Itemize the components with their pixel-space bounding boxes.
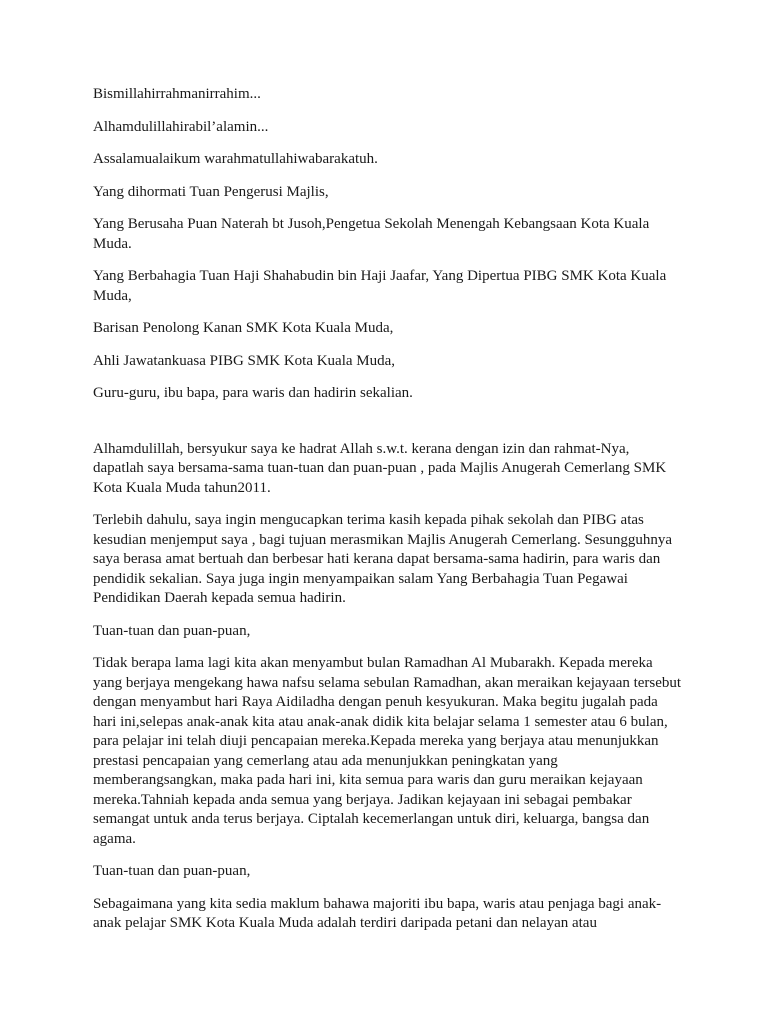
paragraph-ramadhan: Tidak berapa lama lagi kita akan menyambut bulan Ramadhan Al Mubarakh. Kepada mereka yang berjaya mengekang hawa nafsu selama sebulan Ramadhan, akan meraikan kejayaan tersebut dengan menyambut hari Raya Aidiladha dengan penuh kesyukuran. Maka begitu jugalah pada hari ini,selepas anak-anak kita atau anak-anak didik kita belajar selama 1 semester atau 6 bulan, para pelajar ini telah diuji pencapaian mereka.Kepada mereka yang berjaya atau menunjukkan prestasi pencapaian yang cemerlang atau ada menunjukkan peningkatan yang memberangsangkan, maka pada hari ini, kita semua para waris dan guru meraikan kejayaan mereka.Tahniah kepada anda semua yang berjaya. Jadikan kejayaan ini sebagai pembakar semangat untuk anda terus berjaya. Ciptalah kecemerlangan untuk diri, keluarga, bangsa dan agama.	[93, 655, 682, 847]
salutation-chairman: Yang dihormati Tuan Pengerusi Majlis,	[93, 183, 329, 200]
address-ladies-gentlemen-2: Tuan-tuan dan puan-puan,	[93, 863, 251, 879]
paragraph-thanks: Terlebih dahulu, saya ingin mengucapkan terima kasih kepada pihak sekolah dan PIBG atas kesudian menjemput saya , bagi tujuan merasmikan Majlis Anugerah Cemerlang. Sesungguhnya saya berasa amat bertuah dan berbesar hati kerana dapat bersama-sama hadirin, para waris dan pendidik sekalian. Saya juga ingin menyampaikan salam Yang Berbahagia Tuan Pegawai Pendidikan Daerah kepada semua hadirin.	[93, 512, 673, 606]
greeting-salam: Assalamualaikum warahmatullahiwabarakatuh.	[93, 151, 378, 167]
paragraph-opening: Alhamdulillah, bersyukur saya ke hadrat Allah s.w.t. kerana dengan izin dan rahmat-Nya, dapatlah saya bersama-sama tuan-tuan dan puan-puan , pada Majlis Anugerah Cemerlang SMK Kota Kuala Muda tahun2011.	[93, 440, 667, 496]
salutation-pibg-president: Yang Berbahagia Tuan Haji Shahabudin bin Haji Jaafar, Yang Dipertua PIBG SMK Kota Kuala Muda,	[93, 268, 667, 304]
paragraph-parents: Sebagaimana yang kita sedia maklum bahawa majoriti ibu bapa, waris atau penjaga bagi anak-anak pelajar SMK Kota Kuala Muda adalah terdiri daripada petani dan nelayan atau	[93, 895, 662, 931]
salutation-principal: Yang Berusaha Puan Naterah bt Jusoh,Pengetua Sekolah Menengah Kebangsaan Kota Kuala Muda.	[93, 216, 650, 252]
greeting-bismillah: Bismillahirrahmanirrahim...	[93, 86, 261, 102]
salutation-pibg-committee: Ahli Jawatankuasa PIBG SMK Kota Kuala Muda,	[93, 352, 396, 369]
greeting-alhamdulillah: Alhamdulillahirabil’alamin...	[93, 118, 269, 135]
speech-text	[93, 85, 683, 947]
address-ladies-gentlemen-1: Tuan-tuan dan puan-puan,	[93, 622, 251, 639]
paragraph-gap	[93, 417, 683, 440]
salutation-senior-assistants: Barisan Penolong Kanan SMK Kota Kuala Muda,	[93, 320, 394, 336]
salutation-audience: Guru-guru, ibu bapa, para waris dan hadirin sekalian.	[93, 385, 413, 401]
